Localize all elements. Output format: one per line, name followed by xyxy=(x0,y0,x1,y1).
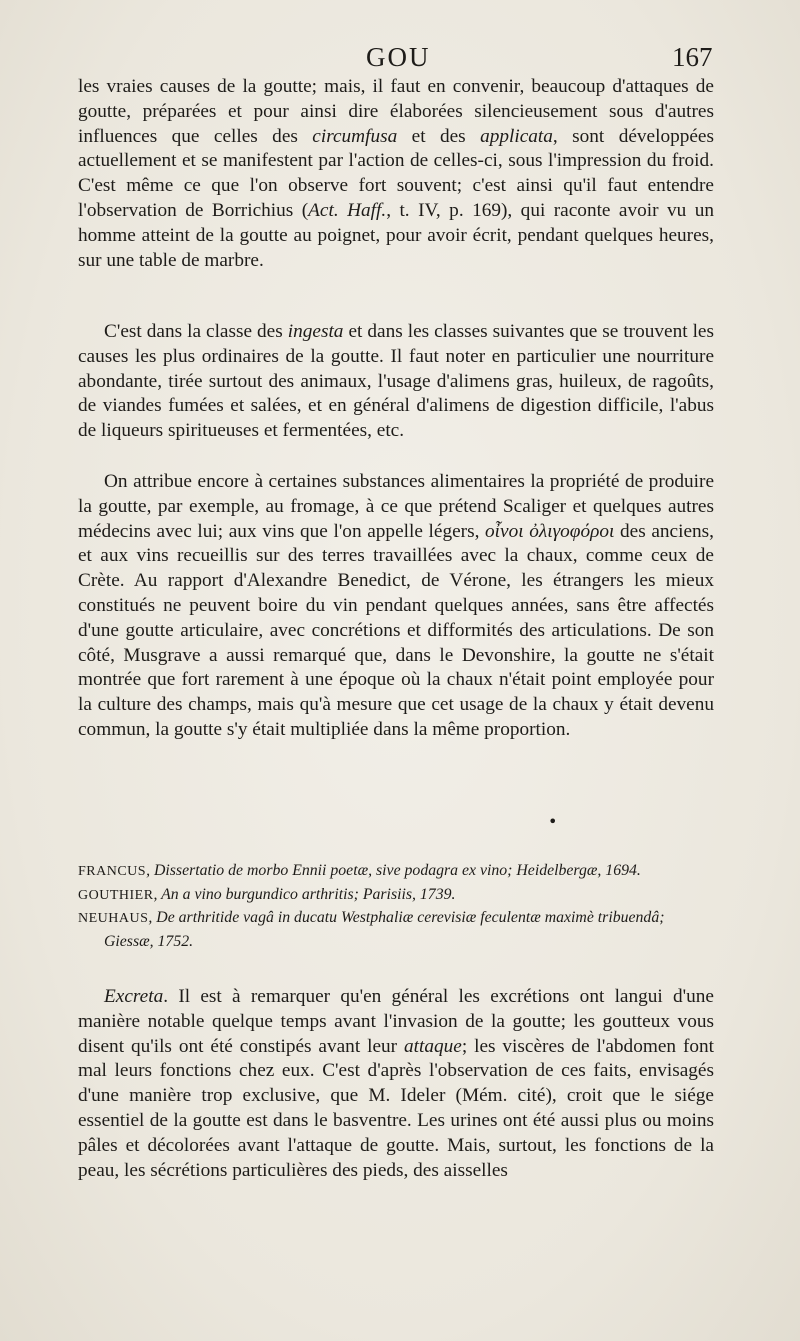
paragraph-alimentary-substances: On attribue encore à certaines substances alimentaires la propriété de produire la goutte, par exemple, au fromage, à ce que prétend Scaliger et quelques autres médecins avec lui; aux vins que l'on appelle légers, οἶνοι ὀλιγοφόροι des anciens, et aux vins recueillis sur des terres travaillées avec la chaux, comme ceux de Crète. Au rapport d'Alexandre Benedict, de Vérone, les étrangers les mieux constitués ne peuvent boire du vin pendant quelques années, sans être affectés d'une goutte articulaire, avec concrétions et difformités des articulations. De son côté, Musgrave a aussi remarqué que, dans le Devonshire, la goutte ne s'était montrée que fort rarement à une époque où la chaux n'était point employée pour la culture des champs, mais qu'à mesure que cet usage de la chaux y était devenu commun, la goutte s'y était multipliée dans la même proportion. xyxy=(78,471,714,740)
bibliography-notes xyxy=(78,860,714,953)
paragraph-ingesta: C'est dans la classe des ingesta et dans les classes suivantes que se trouvent les causes les plus ordinaires de la goutte. Il faut noter en particulier une nourriture abondante, tirée surtout des animaux, l'usage d'alimens gras, huileux, de ragoûts, de viandes fumées et salées, et en général d'alimens de digestion difficile, l'abus de liqueurs spiritueuses et fermentées, etc. xyxy=(78,321,714,442)
running-head: GOU xyxy=(366,42,431,72)
paragraph-causes-continued: les vraies causes de la goutte; mais, il faut en convenir, beaucoup d'attaques de goutte, préparées et pour ainsi dire élaborées silencieusement sous d'autres influences que celles des circumfusa et des applicata, sont développées actuellement et se manifestent par l'action de celles-ci, sous l'impression du froid. C'est même ce que l'on observe fort souvent; c'est ainsi qu'il faut entendre l'observation de Borrichius (Act. Haff., t. IV, p. 169), qui raconte avoir vu un homme atteint de la goutte au poignet, pour avoir écrit, pendant quelques heures, sur une table de marbre. xyxy=(78,76,714,271)
page-header xyxy=(0,38,800,78)
reference-item: GOUTHIER, An a vino burgundico arthritis; Parisiis, 1739. xyxy=(78,885,456,903)
paragraph-excreta: Excreta. Il est à remarquer qu'en général les excrétions ont langui d'une manière notable quelque temps avant l'invasion de la goutte; les goutteux vous disent qu'ils ont été constipés avant leur attaque; les viscères de l'abdomen font mal leurs fonctions chez eux. C'est d'après l'observation de ces faits, envisagés d'une manière trop exclusive, que M. Ideler (Mém. cité), croit que le siége essentiel de la goutte est dans le basventre. Les urines ont été aussi plus ou moins pâles et décolorées avant l'attaque de goutte. Mais, surtout, les fonctions de la peau, les sécrétions particulières des pieds, des aisselles xyxy=(78,986,714,1181)
reference-item: FRANCUS, Dissertatio de morbo Ennii poetæ, sive podagra ex vino; Heidelbergæ, 1694. xyxy=(78,862,641,879)
stray-mark: • xyxy=(548,812,558,831)
reference-item: NEUHAUS, De arthritide vagâ in ducatu Westphaliæ cerevisiæ feculentæ maximè tribuendâ; Giessæ, 1752. xyxy=(78,909,665,950)
page-number: 167 xyxy=(672,42,713,72)
